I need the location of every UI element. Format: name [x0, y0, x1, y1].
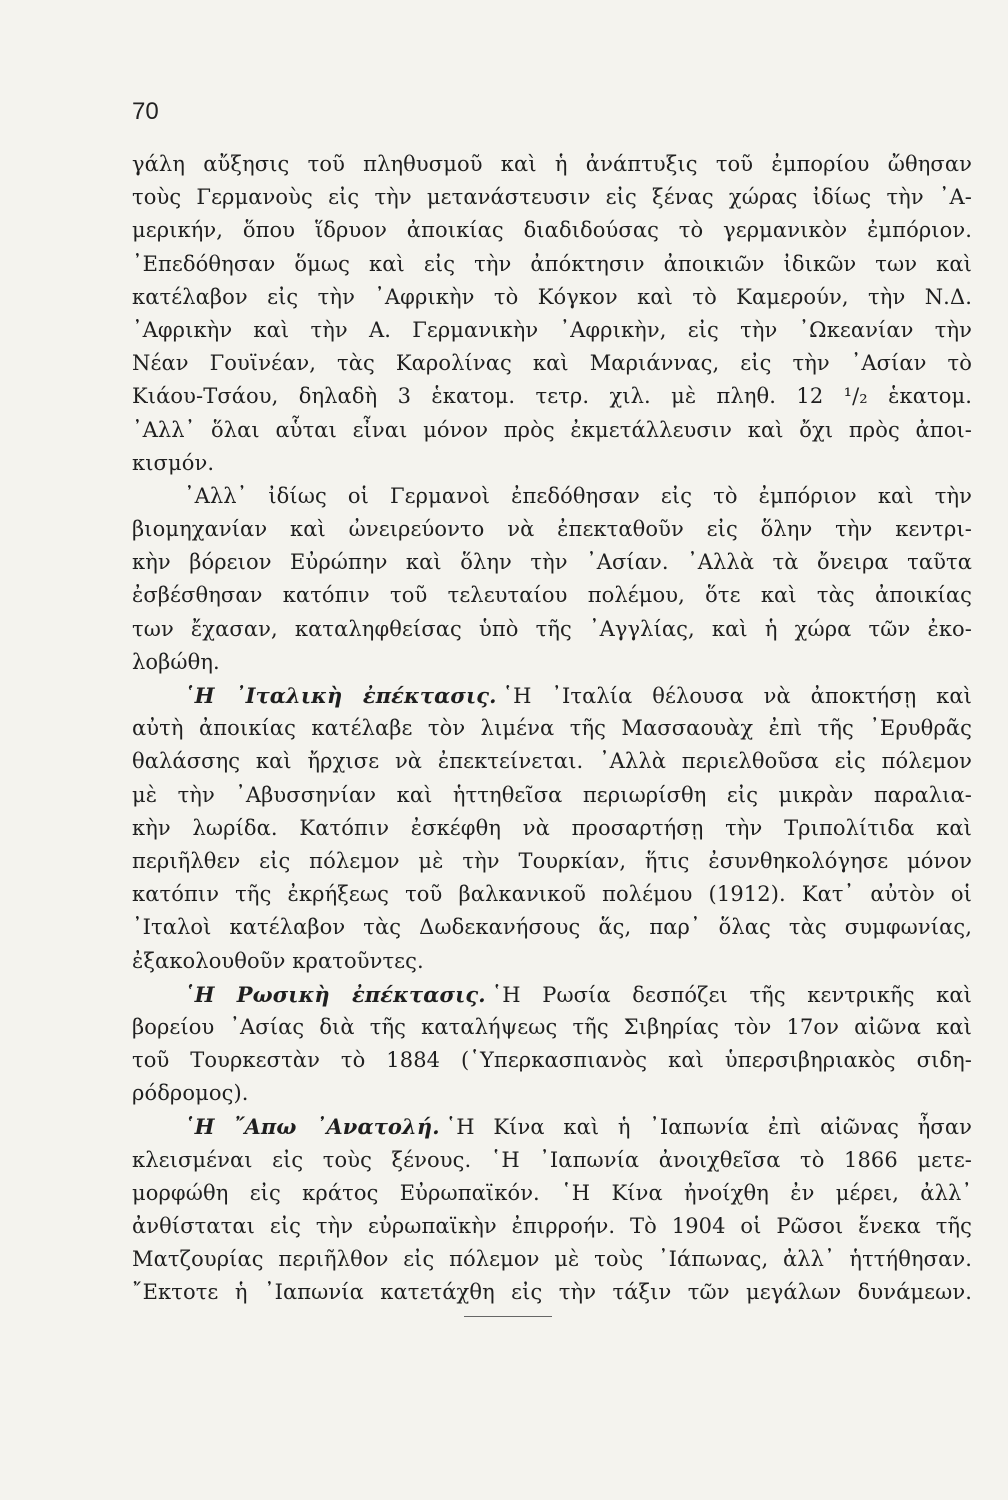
text-line: ᾿Αλλ᾿ ὅλαι αὗται εἶναι μόνον πρὸς ἐκμετάλλευσιν καὶ ὄχι πρὸς ἀποι-	[132, 417, 972, 442]
text-fragment: ῾Η Κίνα καὶ ἡ ᾿Ιαπωνία ἐπὶ αἰῶνας ἦσαν	[445, 1115, 972, 1140]
text-line: κὴν λωρίδα. Κατόπιν ἐσκέφθη νὰ προσαρτήσῃ τὴν Τριπολίτιδα καὶ	[132, 815, 972, 840]
text-line: βιομηχανίαν καὶ ὠνειρεύοντο νὰ ἐπεκταθοῦν εἰς ὅλην τὴν κεντρι-	[132, 517, 972, 542]
text-line: Κιάου-Τσάου, δηλαδὴ 3 ἑκατομ. τετρ. χιλ. μὲ πληθ. 12 ¹/₂ ἑκατομ.	[132, 384, 972, 409]
text-line: ρόδρομος).	[132, 1081, 249, 1106]
text-fragment: ῾Η ᾿Ιταλία θέλουσα νὰ ἀποκτήσῃ καὶ	[502, 684, 972, 708]
text-line: μερικήν, ὅπου ἵδρυον ἀποικίας διαδιδούσας τὸ γερμανικὸν ἐμπόριον.	[132, 218, 972, 243]
section-heading-italian: ῾Η ᾿Ιταλικὴ ἐπέκτασις.	[184, 683, 497, 708]
text-line: τοὺς Γερμανοὺς εἰς τὴν μετανάστευσιν εἰς ξένας χώρας ἰδίως τὴν ᾿Α-	[132, 185, 972, 210]
text-line: κλεισμέναι εἰς τοὺς ξένους. ῾Η ᾿Ιαπωνία ἀνοιχθεῖσα τὸ 1866 μετε-	[132, 1147, 972, 1172]
page-number: 70	[132, 98, 159, 125]
section-first-line	[132, 679, 972, 712]
text-line: γάλη αὔξησις τοῦ πληθυσμοῦ καὶ ἡ ἀνάπτυξις τοῦ ἐμπορίου ὤθησαν	[132, 152, 972, 176]
text-line: κισμόν.	[132, 450, 215, 475]
text-line: ῎Εκτοτε ἡ ᾿Ιαπωνία κατετάχθη εἰς τὴν τάξιν τῶν μεγάλων δυνάμεων.	[132, 1280, 972, 1305]
text-line: θαλάσσης καὶ ἤρχισε νὰ ἐπεκτείνεται. ᾿Αλλὰ περιελθοῦσα εἰς πόλεμον	[132, 749, 972, 774]
text-line: βορείου ᾿Ασίας διὰ τῆς καταλήψεως τῆς Σιβηρίας τὸν 17ον αἰῶνα καὶ	[132, 1014, 972, 1039]
section-divider	[464, 1316, 552, 1317]
section-first-line	[132, 978, 972, 1011]
section-first-line	[132, 1110, 972, 1143]
text-line: κὴν βόρειον Εὐρώπην καὶ ὅλην τὴν ᾿Ασίαν. ᾿Αλλὰ τὰ ὄνειρα ταῦτα	[132, 550, 972, 575]
text-line: κατόπιν τῆς ἐκρήξεως τοῦ βαλκανικοῦ πολέμου (1912). Κατ᾿ αὐτὸν οἱ	[132, 882, 972, 907]
text-line: Ματζουρίας περιῆλθον εἰς πόλεμον μὲ τοὺς ᾿Ιάπωνας, ἀλλ᾿ ἡττήθησαν.	[132, 1247, 972, 1272]
text-line: μορφώθη εἰς κράτος Εὐρωπαϊκόν. ῾Η Κίνα ἠνοίχθη ἐν μέρει, ἀλλ᾿	[132, 1180, 972, 1205]
text-line: αὐτὴ ἀποικίας κατέλαβε τὸν λιμένα τῆς Μασσαουὰχ ἐπὶ τῆς ᾿Ερυθρᾶς	[132, 716, 972, 741]
text-line: ᾿Αλλ᾿ ἰδίως οἱ Γερμανοὶ ἐπεδόθησαν εἰς τὸ ἐμπόριον καὶ τὴν	[184, 483, 972, 508]
text-line: ἀνθίσταται εἰς τὴν εὐρωπαϊκὴν ἐπιρροήν. Τὸ 1904 οἱ Ρῶσοι ἕνεκα τῆς	[132, 1214, 972, 1238]
text-line: των ἔχασαν, καταληφθείσας ὑπὸ τῆς ᾿Αγγλίας, καὶ ἡ χώρα τῶν ἐκο-	[132, 616, 972, 641]
text-fragment: ῾Η Ρωσία δεσπόζει τῆς κεντρικῆς καὶ	[491, 982, 973, 1007]
text-line: κατέλαβον εἰς τὴν ᾿Αφρικὴν τὸ Κόγκον καὶ τὸ Καμερούν, τὴν Ν.Δ.	[132, 284, 972, 309]
text-line: ἐξακολουθοῦν κρατοῦντες.	[132, 948, 424, 973]
text-line: λοβώθη.	[132, 649, 220, 674]
text-line: περιῆλθεν εἰς πόλεμον μὲ τὴν Τουρκίαν, ἥτις ἐσυνθηκολόγησε μόνον	[132, 848, 972, 873]
text-line: ᾿Αφρικὴν καὶ τὴν Α. Γερμανικὴν ᾿Αφρικὴν, εἰς τὴν ᾿Ωκεανίαν τὴν	[132, 317, 972, 342]
section-heading-russian: ῾Η Ρωσικὴ ἐπέκτασις.	[184, 981, 486, 1007]
text-line: τοῦ Τουρκεστὰν τὸ 1884 (῾Υπερκασπιανὸς καὶ ὑπερσιβηριακὸς σιδη-	[132, 1048, 972, 1073]
text-line: ᾿Επεδόθησαν ὅμως καὶ εἰς τὴν ἀπόκτησιν ἀποικιῶν ἰδικῶν των καὶ	[132, 251, 972, 276]
text-line: ᾿Ιταλοὶ κατέλαβον τὰς Δωδεκανήσους ἅς, παρ᾿ ὅλας τὰς συμφωνίας,	[132, 915, 972, 940]
text-line: ἐσβέσθησαν κατόπιν τοῦ τελευταίου πολέμου, ὅτε καὶ τὰς ἀποικίας	[132, 583, 972, 608]
section-heading-far-east: ῾Η ῎Απω ᾿Ανατολή.	[184, 1114, 440, 1140]
text-line: μὲ τὴν ᾿Αβυσσηνίαν καὶ ἡττηθεῖσα περιωρίσθη εἰς μικρὰν παραλια-	[132, 782, 972, 807]
body-text	[132, 148, 972, 1310]
text-line: Νέαν Γουϊνέαν, τὰς Καρολίνας καὶ Μαριάννας, εἰς τὴν ᾿Ασίαν τὸ	[132, 351, 972, 376]
